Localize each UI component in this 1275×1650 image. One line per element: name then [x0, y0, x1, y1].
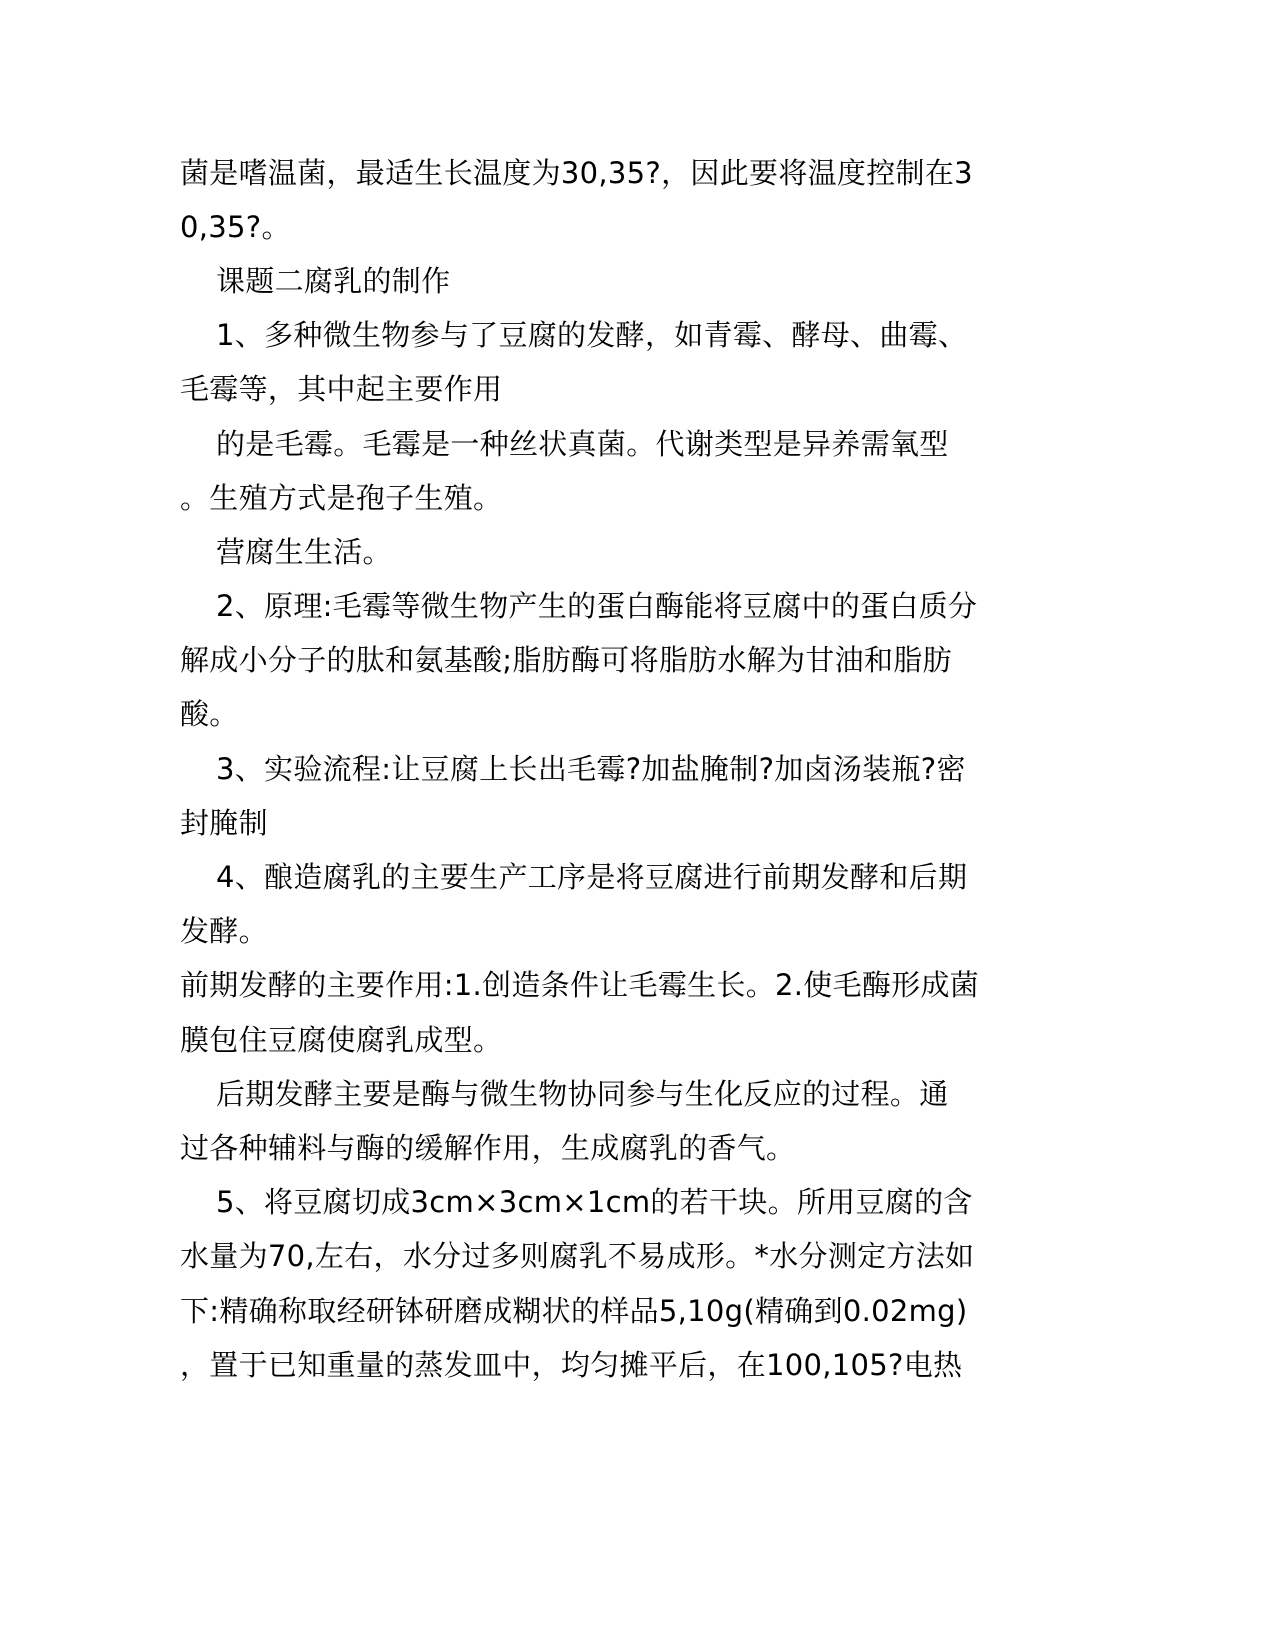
text-line: 5、将豆腐切成3cm×3cm×1cm的若干块。所用豆腐的含: [216, 1185, 973, 1219]
text-line: 酸。: [180, 697, 239, 731]
section-heading: 课题二腐乳的制作: [216, 264, 451, 298]
text-line: 膜包住豆腐使腐乳成型。: [180, 1023, 503, 1057]
text-line: 菌是嗜温菌，最适生长温度为30,35?，因此要将温度控制在3: [180, 156, 973, 190]
text-line: 3、实验流程:让豆腐上长出毛霉?加盐腌制?加卤汤装瓶?密: [216, 752, 966, 786]
text-line: 水量为70,左右，水分过多则腐乳不易成形。*水分测定方法如: [180, 1239, 975, 1273]
text-line: 封腌制: [180, 806, 268, 840]
text-line: 前期发酵的主要作用:1.创造条件让毛霉生长。2.使毛酶形成菌: [180, 968, 980, 1002]
text-line: 2、原理:毛霉等微生物产生的蛋白酶能将豆腐中的蛋白质分: [216, 589, 978, 623]
text-line: 1、多种微生物参与了豆腐的发酵，如青霉、酵母、曲霉、: [216, 318, 968, 352]
text-line: 0,35?。: [180, 210, 291, 244]
text-line: 发酵。: [180, 914, 268, 948]
text-line: ，置于已知重量的蒸发皿中，均匀摊平后，在100,105?电热: [180, 1348, 963, 1382]
text-line: 营腐生生活。: [216, 535, 392, 569]
text-line: 的是毛霉。毛霉是一种丝状真菌。代谢类型是异养需氧型: [216, 427, 949, 461]
text-line: 过各种辅料与酶的缓解作用，生成腐乳的香气。: [180, 1131, 796, 1165]
text-line: 后期发酵主要是酶与微生物协同参与生化反应的过程。通: [216, 1077, 949, 1111]
text-line: 毛霉等，其中起主要作用: [180, 372, 503, 406]
text-line: 解成小分子的肽和氨基酸;脂肪酶可将脂肪水解为甘油和脂肪: [180, 643, 952, 677]
text-line: 4、酿造腐乳的主要生产工序是将豆腐进行前期发酵和后期: [216, 860, 968, 894]
text-line: 下:精确称取经研钵研磨成糊状的样品5,10g(精确到0.02mg): [180, 1294, 968, 1328]
text-line: 。生殖方式是孢子生殖。: [180, 481, 503, 515]
